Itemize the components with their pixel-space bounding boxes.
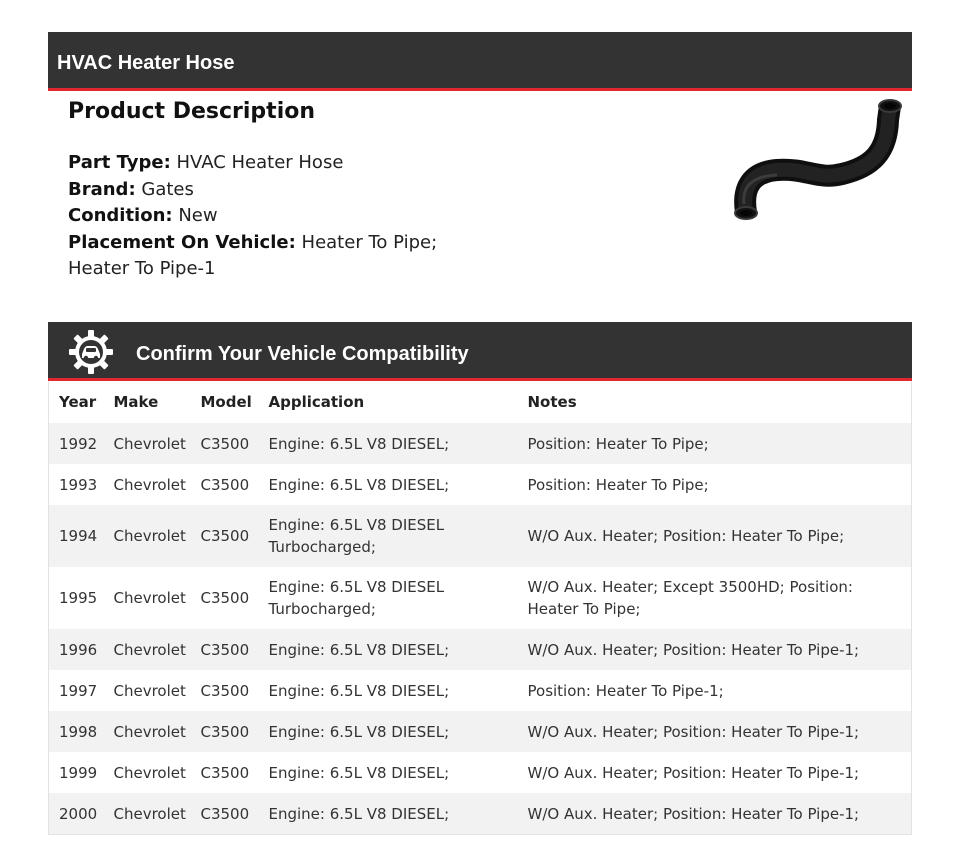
cell-year: 1994	[59, 527, 98, 545]
cell-model: C3500	[200, 475, 250, 494]
column-header-application: Application	[259, 381, 518, 423]
table-row	[49, 464, 912, 505]
gear-car-icon	[68, 329, 114, 375]
cell-make: Chevrolet	[113, 763, 186, 782]
cell-notes: W/O Aux. Heater; Position: Heater To Pipe-1;	[527, 640, 860, 659]
cell-year: 1998	[59, 722, 98, 741]
cell-year: 1992	[59, 434, 98, 453]
cell-application: Engine: 6.5L V8 DIESEL;	[268, 681, 450, 700]
cell-application: Engine: 6.5L V8 DIESEL;	[268, 640, 450, 659]
table-row	[49, 505, 912, 567]
cell-model: C3500	[200, 804, 250, 823]
spec-brand	[68, 177, 448, 204]
spec-label: Condition:	[68, 205, 173, 226]
cell-model: C3500	[200, 681, 250, 700]
column-header-make: Make	[104, 381, 191, 423]
cell-make: Chevrolet	[113, 640, 186, 659]
cell-model: C3500	[200, 763, 250, 782]
table-row	[49, 793, 912, 835]
cell-make: Chevrolet	[113, 722, 186, 741]
column-header-model: Model	[191, 381, 259, 423]
vehicle-compatibility-table	[48, 381, 912, 835]
spec-placement	[68, 230, 448, 257]
spec-label: Brand:	[68, 178, 136, 200]
compatibility-bar	[48, 322, 912, 381]
spec-condition	[68, 203, 448, 230]
cell-year: 1999	[59, 763, 98, 782]
product-specs	[68, 150, 448, 283]
cell-application: Engine: 6.5L V8 DIESEL;	[268, 434, 450, 453]
cell-make: Chevrolet	[113, 434, 186, 453]
cell-model: C3500	[200, 589, 250, 607]
cell-make: Chevrolet	[113, 475, 186, 494]
table-header-row	[49, 381, 912, 423]
cell-application: Engine: 6.5L V8 DIESEL;	[268, 475, 450, 494]
column-header-notes: Notes	[518, 381, 912, 423]
column-header-year: Year	[49, 381, 104, 423]
cell-make: Chevrolet	[113, 527, 186, 545]
cell-model: C3500	[200, 434, 250, 453]
cell-notes: Position: Heater To Pipe;	[527, 475, 709, 494]
cell-model: C3500	[200, 527, 250, 545]
cell-application: Engine: 6.5L V8 DIESEL Turbocharged;	[268, 516, 445, 556]
table-row	[49, 629, 912, 670]
cell-model: C3500	[200, 640, 250, 659]
heater-hose-product-image	[722, 92, 912, 232]
cell-year: 1995	[59, 589, 98, 607]
spec-value: Heater To Pipe-1	[68, 258, 216, 279]
spec-label: Part Type:	[68, 152, 171, 173]
spec-value: Gates	[141, 178, 194, 200]
cell-make: Chevrolet	[113, 804, 186, 823]
cell-notes: W/O Aux. Heater; Position: Heater To Pipe;	[527, 527, 845, 545]
product-title-bar	[48, 32, 912, 91]
table-row	[49, 567, 912, 629]
cell-year: 2000	[59, 804, 98, 823]
cell-application: Engine: 6.5L V8 DIESEL;	[268, 722, 450, 741]
cell-make: Chevrolet	[113, 681, 186, 700]
cell-notes: W/O Aux. Heater; Position: Heater To Pipe-1;	[527, 804, 860, 823]
cell-application: Engine: 6.5L V8 DIESEL;	[268, 763, 450, 782]
spec-value: Heater To Pipe;	[301, 231, 438, 253]
cell-make: Chevrolet	[113, 589, 186, 607]
cell-year: 1996	[59, 640, 98, 659]
product-title: HVAC Heater Hose	[57, 52, 235, 74]
cell-application: Engine: 6.5L V8 DIESEL Turbocharged;	[268, 578, 445, 618]
cell-notes: W/O Aux. Heater; Except 3500HD; Position: Heater To Pipe;	[527, 578, 853, 618]
product-description-heading: Product Description	[68, 99, 316, 124]
table-row	[49, 711, 912, 752]
cell-year: 1997	[59, 681, 98, 700]
cell-application: Engine: 6.5L V8 DIESEL;	[268, 804, 450, 823]
cell-notes: Position: Heater To Pipe-1;	[527, 681, 724, 700]
spec-label: Placement On Vehicle:	[68, 231, 296, 253]
table-row	[49, 423, 912, 464]
cell-model: C3500	[200, 722, 250, 741]
cell-notes: W/O Aux. Heater; Position: Heater To Pipe-1;	[527, 763, 860, 782]
spec-placement-continued	[68, 256, 448, 283]
spec-value: HVAC Heater Hose	[176, 152, 344, 173]
compatibility-heading: Confirm Your Vehicle Compatibility	[136, 343, 469, 365]
cell-notes: W/O Aux. Heater; Position: Heater To Pipe-1;	[527, 722, 860, 741]
cell-year: 1993	[59, 475, 98, 494]
spec-value: New	[178, 205, 218, 226]
table-row	[49, 670, 912, 711]
spec-part-type	[68, 150, 448, 177]
table-row	[49, 752, 912, 793]
cell-notes: Position: Heater To Pipe;	[527, 434, 709, 453]
